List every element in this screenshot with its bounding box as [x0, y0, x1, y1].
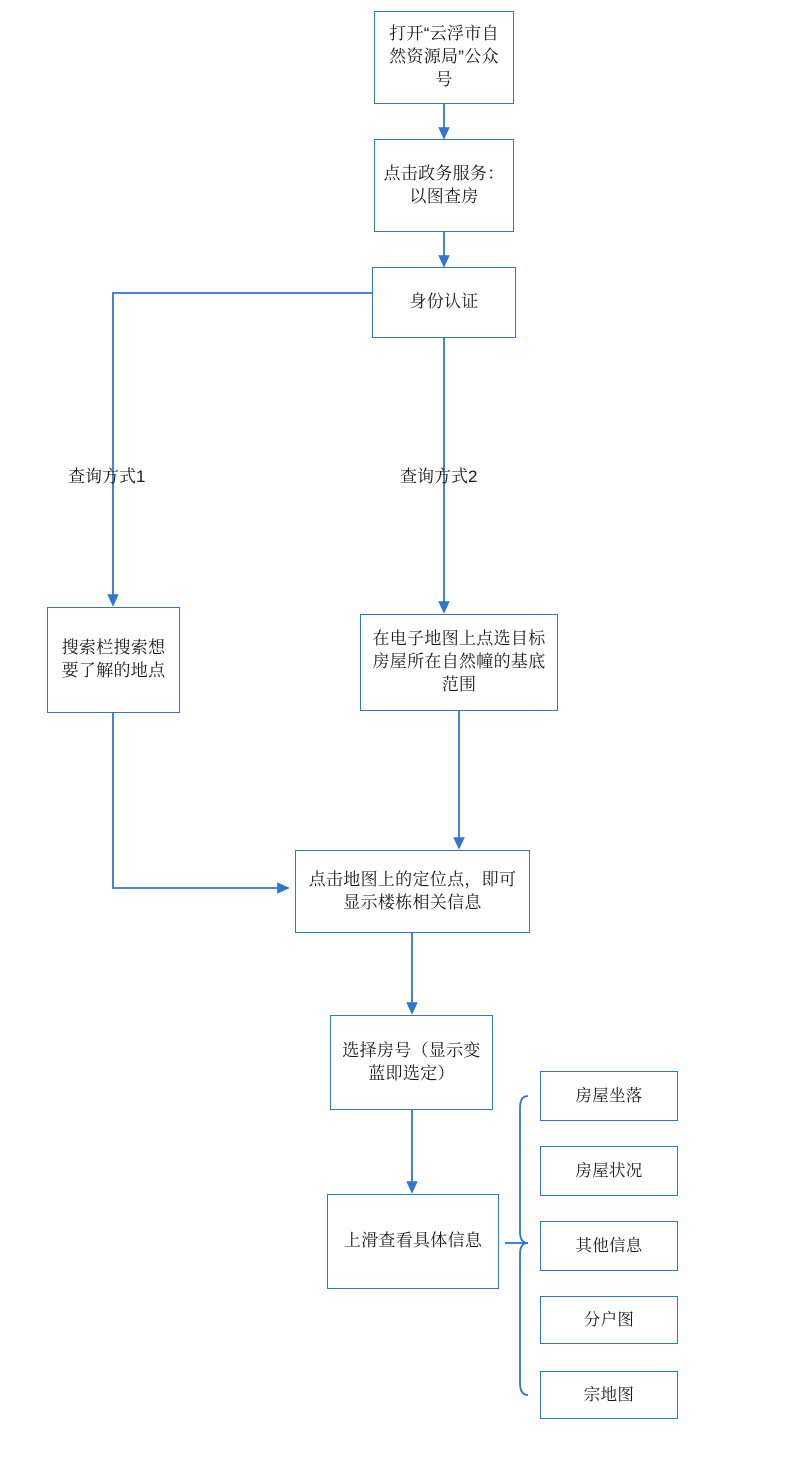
node-info-house-condition[interactable] [540, 1146, 678, 1196]
node-label: 点击地图上的定位点，即可显示楼栋相关信息 [308, 869, 517, 912]
node-click-gov-service[interactable] [374, 139, 514, 232]
node-label: 上滑查看具体信息 [343, 1231, 483, 1251]
node-info-house-location[interactable] [540, 1071, 678, 1121]
node-select-room-number[interactable] [330, 1015, 493, 1110]
node-label: 搜索栏搜索想要了解的地点 [61, 638, 166, 680]
node-label: 选择房号（显示变蓝即选定） [342, 1040, 481, 1083]
edge-label-text: 查询方式2 [400, 467, 478, 486]
node-click-map-marker[interactable] [295, 850, 530, 933]
edge-label-query-method-1 [68, 462, 145, 487]
node-label: 点击政务服务：以图查房 [383, 163, 505, 206]
node-select-building-footprint[interactable] [360, 614, 558, 711]
node-label: 宗地图 [583, 1385, 635, 1404]
node-label: 分户图 [583, 1310, 635, 1329]
node-swipe-up-details[interactable] [327, 1194, 499, 1289]
node-label: 房屋坐落 [575, 1086, 643, 1105]
edge-label-text: 查询方式1 [68, 467, 146, 486]
edge-label-query-method-2 [400, 462, 477, 487]
node-label: 其他信息 [575, 1236, 643, 1255]
node-label: 打开“云浮市自然资源局”公众号 [389, 24, 499, 89]
node-info-unit-plan[interactable] [540, 1296, 678, 1344]
node-identity-auth[interactable] [372, 267, 516, 338]
node-info-other[interactable] [540, 1221, 678, 1271]
node-info-parcel-map[interactable] [540, 1371, 678, 1419]
node-label: 身份认证 [409, 292, 479, 312]
node-label: 在电子地图上点选目标房屋所在自然幢的基底范围 [372, 629, 546, 694]
node-search-location[interactable] [47, 607, 180, 713]
node-label: 房屋状况 [575, 1161, 643, 1180]
node-open-official-account[interactable] [374, 11, 514, 104]
